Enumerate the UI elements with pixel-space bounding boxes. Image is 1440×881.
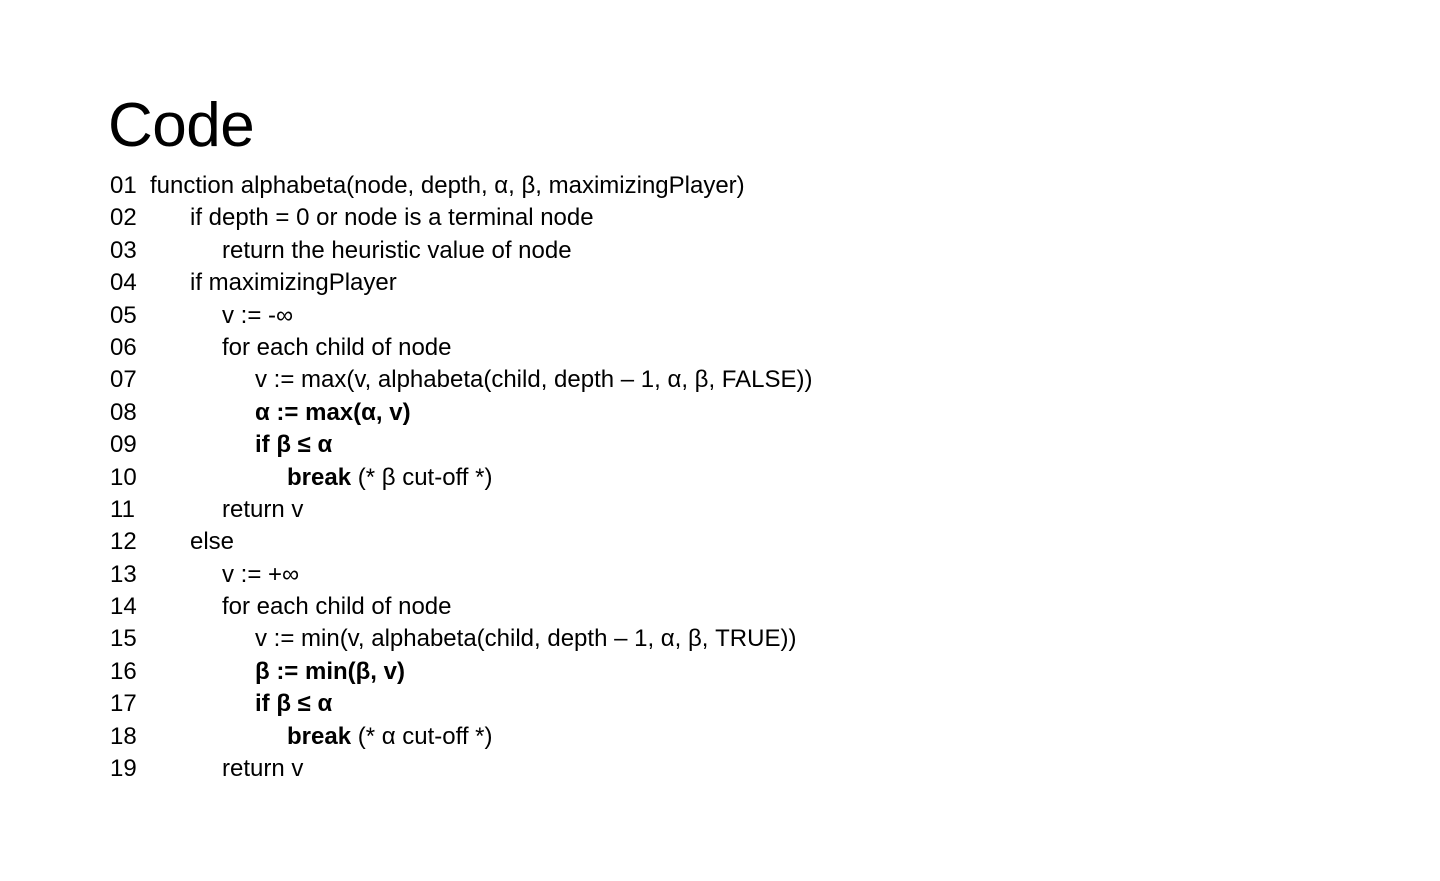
code-line: [110, 494, 1310, 526]
code-text: return v: [222, 755, 304, 783]
line-number: 16: [110, 657, 137, 685]
line-number: 08: [110, 398, 137, 426]
code-line: [110, 656, 1310, 688]
line-number: 11: [110, 495, 135, 523]
slide-title: Code: [108, 91, 255, 160]
code-text: [287, 721, 493, 753]
line-number: 09: [110, 431, 137, 459]
code-comment: (* β cut-off *): [351, 463, 493, 491]
line-number: 15: [110, 625, 137, 653]
code-line: [110, 559, 1310, 591]
code-text: [287, 462, 492, 494]
line-number: 03: [110, 236, 137, 264]
line-number: 10: [110, 463, 137, 491]
code-line: [110, 235, 1310, 267]
code-line: [110, 591, 1310, 623]
code-line: [110, 364, 1310, 396]
code-line: [110, 202, 1310, 234]
code-text: v := +∞: [222, 560, 300, 588]
code-text: v := max(v, alphabeta(child, depth – 1, α, β, FALSE)): [255, 366, 813, 394]
code-line: [110, 397, 1310, 429]
line-number: 02: [110, 204, 137, 232]
code-line: [110, 688, 1310, 720]
break-keyword: break: [287, 722, 352, 750]
code-text: for each child of node: [222, 333, 452, 361]
line-number: 12: [110, 528, 137, 556]
line-number: 05: [110, 301, 137, 329]
code-text: if maximizingPlayer: [190, 269, 397, 297]
code-text-bold: if β ≤ α: [255, 431, 333, 459]
code-line: [110, 300, 1310, 332]
line-number: 17: [110, 690, 137, 718]
code-text: return the heuristic value of node: [222, 236, 572, 264]
line-number: 01: [110, 172, 137, 199]
code-line: [110, 721, 1310, 753]
code-line: [110, 170, 1310, 202]
line-number: 07: [110, 366, 137, 394]
code-line: [110, 753, 1310, 785]
code-text: return v: [222, 495, 304, 523]
code-text: v := min(v, alphabeta(child, depth – 1, α, β, TRUE)): [255, 625, 797, 653]
code-line: [110, 526, 1310, 558]
break-keyword: break: [287, 463, 352, 491]
code-text: for each child of node: [222, 593, 452, 621]
line-number: 13: [110, 560, 137, 588]
code-block: [110, 170, 1310, 785]
line-number: 14: [110, 593, 137, 621]
code-line: [110, 462, 1310, 494]
code-line: [110, 429, 1310, 461]
line-number: 04: [110, 269, 137, 297]
code-text: function alphabeta(node, depth, α, β, maximizingPlayer): [150, 172, 745, 199]
code-text: else: [190, 528, 235, 556]
code-text: if depth = 0 or node is a terminal node: [190, 204, 594, 232]
code-text: v := -∞: [222, 301, 294, 329]
code-line: [110, 332, 1310, 364]
code-text-bold: β := min(β, v): [255, 657, 405, 685]
code-line: [110, 623, 1310, 655]
line-number: 19: [110, 755, 137, 783]
code-text-bold: if β ≤ α: [255, 690, 333, 718]
code-line: [110, 267, 1310, 299]
code-text-bold: α := max(α, v): [255, 398, 411, 426]
line-number: 18: [110, 722, 137, 750]
line-number: 06: [110, 333, 137, 361]
code-comment: (* α cut-off *): [351, 722, 493, 750]
